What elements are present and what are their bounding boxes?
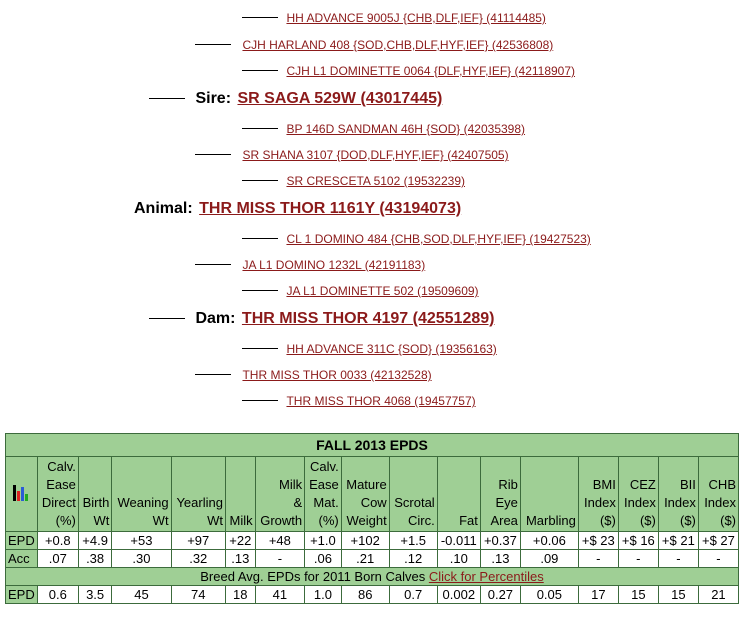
breed-avg-row: [6, 586, 739, 604]
epd-header-text: Eye: [495, 495, 518, 510]
epd-header-cell: [389, 457, 437, 532]
epd-header-text: Index: [624, 495, 656, 510]
epd-header-text: Calv.: [310, 459, 339, 474]
epd-table: [5, 433, 739, 604]
breed-avg-value-cell: 17: [578, 586, 618, 604]
pedigree-row: [242, 230, 591, 248]
epd-header-text: (%): [55, 513, 76, 528]
sire-link[interactable]: SR SAGA 529W (43017445): [237, 90, 443, 107]
epd-header-text: Marbling: [525, 513, 576, 528]
percentiles-link[interactable]: Click for Percentiles: [428, 569, 544, 584]
acc-value-cell: -: [255, 550, 305, 568]
epd-value-cell: +$ 21: [658, 532, 698, 550]
pedigree-connector: [242, 348, 278, 349]
dam-sire-link[interactable]: JA L1 DOMINO 1232L (42191183): [242, 258, 426, 272]
pedigree-connector: [242, 400, 278, 401]
acc-value-cell: .06: [305, 550, 342, 568]
pedigree-row: [195, 256, 425, 274]
epd-header-cell: [78, 457, 112, 532]
pedigree-row-animal: [134, 200, 461, 218]
sire-dam-link[interactable]: SR SHANA 3107 {DOD,DLF,HYF,IEF} (42407505): [242, 148, 509, 162]
epd-value-cell: +53: [112, 532, 171, 550]
pedigree-connector: [195, 154, 231, 155]
epd-header-cell: [341, 457, 389, 532]
pedigree-row: [195, 366, 432, 384]
epd-header-text: Ease: [309, 477, 339, 492]
acc-value-cell: .09: [520, 550, 578, 568]
pedigree-connector: [149, 98, 185, 99]
pedigree-connector: [242, 290, 278, 291]
epd-header-cell: [480, 457, 520, 532]
epd-value-cell: +0.06: [520, 532, 578, 550]
epd-header-cell: [305, 457, 342, 532]
sire-label: Sire:: [195, 90, 232, 107]
epd-header-cell: [520, 457, 578, 532]
epd-header-text: Index: [584, 495, 616, 510]
epd-value-cell: +$ 27: [698, 532, 738, 550]
epd-header-cell: [437, 457, 480, 532]
pedigree-connector: [242, 70, 278, 71]
pedigree-connector: [195, 44, 231, 45]
pedigree-row-sire: [149, 90, 442, 108]
epd-header-text: CEZ: [629, 477, 656, 492]
epd-header-cell: [698, 457, 738, 532]
pedigree-row-dam: [149, 310, 494, 328]
breed-avg-value-cell: 86: [341, 586, 389, 604]
breed-avg-value-cell: 41: [255, 586, 305, 604]
pedigree-row: [242, 340, 497, 358]
epd-header-cell: [225, 457, 255, 532]
breed-avg-value-cell: 74: [171, 586, 225, 604]
sire-sire-dam-link[interactable]: CJH L1 DOMINETTE 0064 {DLF,HYF,IEF} (42118907): [286, 64, 576, 78]
dam-link[interactable]: THR MISS THOR 4197 (42551289): [241, 310, 495, 327]
dam-dam-link[interactable]: THR MISS THOR 0033 (42132528): [242, 368, 432, 382]
breed-avg-value-cell: 0.27: [480, 586, 520, 604]
epd-header-text: Milk: [229, 513, 253, 528]
acc-value-cell: .13: [225, 550, 255, 568]
epd-header-text: Calv.: [47, 459, 76, 474]
epd-header-cell: [658, 457, 698, 532]
acc-value-cell: .30: [112, 550, 171, 568]
breed-avg-value-cell: 15: [658, 586, 698, 604]
epd-header-text: ($): [720, 513, 736, 528]
sire-dam-dam-link[interactable]: SR CRESCETA 5102 (19532239): [286, 174, 465, 188]
epd-header-text: CHB: [708, 477, 736, 492]
acc-value-cell: .38: [78, 550, 112, 568]
epd-header-text: Birth: [82, 495, 110, 510]
acc-value-cell: -: [578, 550, 618, 568]
dam-sire-dam-link[interactable]: JA L1 DOMINETTE 502 (19509609): [286, 284, 479, 298]
pedigree-connector: [242, 238, 278, 239]
epd-header-text: Ease: [46, 477, 76, 492]
animal-link[interactable]: THR MISS THOR 1161Y (43194073): [199, 200, 462, 217]
epd-header-cell: [37, 457, 78, 532]
epd-header-cell: [618, 457, 658, 532]
epd-header-text: BII: [679, 477, 696, 492]
epd-header-text: Wt: [207, 513, 223, 528]
epd-value-cell: +22: [225, 532, 255, 550]
epd-value-cell: +1.0: [305, 532, 342, 550]
epd-header-text: Yearling: [176, 495, 223, 510]
breed-avg-caption: [6, 568, 739, 586]
epd-header-text: ($): [599, 513, 616, 528]
dam-dam-sire-link[interactable]: HH ADVANCE 311C {SOD} (19356163): [286, 342, 497, 356]
pedigree-row: [242, 9, 546, 27]
breed-avg-value-cell: 45: [112, 586, 171, 604]
epd-header-text: Mat.: [313, 495, 339, 510]
epd-header-cell: [171, 457, 225, 532]
acc-value-cell: .32: [171, 550, 225, 568]
animal-label: Animal:: [134, 200, 193, 217]
epd-header-text: (%): [318, 513, 339, 528]
pedigree-connector: [195, 264, 231, 265]
epd-value-cell: +102: [341, 532, 389, 550]
acc-values-row: [6, 550, 739, 568]
epd-value-cell: +$ 23: [578, 532, 618, 550]
epd-header-text: Weaning: [117, 495, 169, 510]
epd-header-text: Cow: [360, 495, 387, 510]
dam-label: Dam:: [195, 310, 236, 327]
epd-table-title: FALL 2013 EPDS: [6, 434, 739, 457]
breed-avg-value-cell: 15: [618, 586, 658, 604]
epd-header-text: Area: [490, 513, 518, 528]
pedigree-row: [195, 146, 509, 164]
epd-header-text: Milk: [279, 477, 303, 492]
epd-header-text: Weight: [346, 513, 387, 528]
epd-header-text: Index: [704, 495, 736, 510]
sire-dam-sire-link[interactable]: BP 146D SANDMAN 46H {SOD} (42035398): [286, 122, 526, 136]
pedigree-row: [242, 62, 575, 80]
pedigree-row: [242, 392, 476, 410]
acc-value-cell: -: [618, 550, 658, 568]
epd-value-cell: +$ 16: [618, 532, 658, 550]
epd-header-cell: [578, 457, 618, 532]
epd-header-text: Growth: [260, 513, 303, 528]
acc-value-cell: .07: [37, 550, 78, 568]
epd-header-text: Index: [664, 495, 696, 510]
acc-row-label: Acc: [6, 550, 38, 568]
epd-header-cell: [112, 457, 171, 532]
epd-header-text: BMI: [592, 477, 616, 492]
breed-avg-text: Breed Avg. EPDs for 2011 Born Calves: [200, 569, 426, 584]
pedigree-connector: [195, 374, 231, 375]
breed-avg-value-cell: 0.6: [37, 586, 78, 604]
dam-sire-sire-link[interactable]: CL 1 DOMINO 484 {CHB,SOD,DLF,HYF,IEF} (19427523): [286, 232, 591, 246]
bar-chart-icon[interactable]: [12, 481, 30, 503]
epd-value-cell: -0.011: [437, 532, 480, 550]
pedigree-row: [195, 36, 553, 54]
epd-header-text: Scrotal: [394, 495, 435, 510]
epd-value-cell: +48: [255, 532, 305, 550]
epd-values-row: [6, 532, 739, 550]
acc-value-cell: -: [658, 550, 698, 568]
dam-dam-dam-link[interactable]: THR MISS THOR 4068 (19457757): [286, 394, 476, 408]
breed-avg-value-cell: 3.5: [78, 586, 112, 604]
epd-header-text: Fat: [459, 513, 478, 528]
sire-sire-link[interactable]: CJH HARLAND 408 {SOD,CHB,DLF,HYF,IEF} (42536808): [242, 38, 554, 52]
pedigree-connector: [149, 318, 185, 319]
epd-header-row: [6, 457, 739, 532]
acc-value-cell: .12: [389, 550, 437, 568]
epd-header-text: Mature: [346, 477, 387, 492]
breed-avg-value-cell: 0.002: [437, 586, 480, 604]
epd-value-cell: +1.5: [389, 532, 437, 550]
acc-value-cell: .13: [480, 550, 520, 568]
epd-row-label: EPD: [6, 532, 38, 550]
epd-value-cell: +97: [171, 532, 225, 550]
breed-avg-value-cell: 0.05: [520, 586, 578, 604]
epd-header-cell: [255, 457, 305, 532]
epd-header-text: ($): [639, 513, 656, 528]
pedigree-row: [242, 120, 525, 138]
epd-value-cell: +0.37: [480, 532, 520, 550]
epd-header-text: Wt: [93, 513, 110, 528]
epd-header-text: Circ.: [407, 513, 435, 528]
pedigree-connector: [242, 180, 278, 181]
breed-avg-value-cell: 1.0: [305, 586, 342, 604]
breed-avg-value-cell: 18: [225, 586, 255, 604]
epd-value-cell: +0.8: [37, 532, 78, 550]
acc-value-cell: .21: [341, 550, 389, 568]
epd-header-text: ($): [679, 513, 696, 528]
epd-header-text: Wt: [152, 513, 169, 528]
epd-value-cell: +4.9: [78, 532, 112, 550]
breed-avg-value-cell: 21: [698, 586, 738, 604]
acc-value-cell: -: [698, 550, 738, 568]
breed-row-label: EPD: [6, 586, 38, 604]
pedigree-connector: [242, 17, 278, 18]
pedigree-row: [242, 282, 479, 300]
breed-avg-value-cell: 0.7: [389, 586, 437, 604]
pedigree-connector: [242, 128, 278, 129]
chart-cell[interactable]: [6, 457, 38, 532]
pedigree-row: [242, 172, 465, 190]
epd-header-text: &: [293, 495, 303, 510]
epd-header-text: Direct: [41, 495, 76, 510]
sire-sire-sire-link[interactable]: HH ADVANCE 9005J {CHB,DLF,IEF} (41114485): [286, 11, 546, 25]
epd-header-text: Rib: [498, 477, 518, 492]
acc-value-cell: .10: [437, 550, 480, 568]
